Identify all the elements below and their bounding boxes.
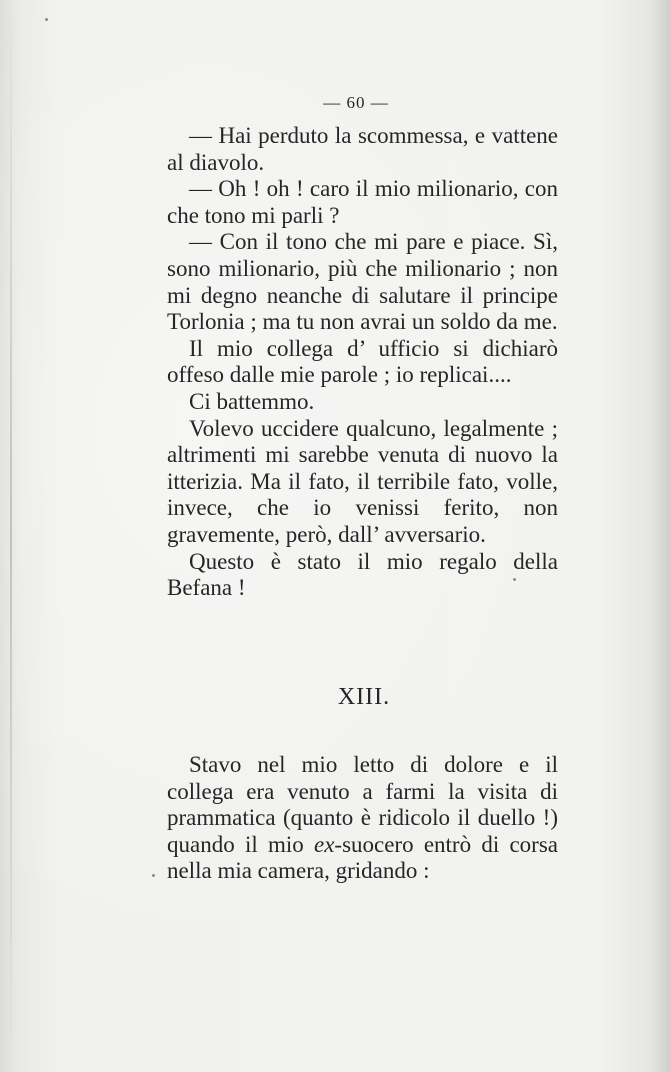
paragraph xyxy=(167,752,558,885)
page-number: — 60 — xyxy=(323,93,389,112)
paragraph-text-end: -suocero entrò di corsa nella mia camera, gridando : xyxy=(167,831,558,884)
paragraph: Il mio collega d’ ufficio si dichiarò offeso dalle mie parole ; io replicai.... xyxy=(167,335,558,388)
paragraph: — Oh ! oh ! caro il mio milionario, con che tono mi parli ? xyxy=(167,176,558,228)
paragraph: Volevo uccidere qualcuno, legalmente ; altrimenti mi sarebbe venuta di nuovo la itterizia. Ma il fato, il terribile fato, volle, invece, che io venissi ferito, non gravemente, però, dall’ avversario. xyxy=(167,415,558,547)
paragraph: — Hai perduto la scommessa, e vattene al diavolo. xyxy=(167,123,558,175)
text-block-top xyxy=(167,123,558,602)
text-block-bottom xyxy=(167,752,558,885)
paper-speck xyxy=(152,874,155,877)
italic-word: ex xyxy=(313,831,335,857)
paragraph: Questo è stato il mio regalo della Befana ! xyxy=(167,548,558,601)
paper-speck xyxy=(45,18,48,21)
paragraph: Ci battemmo. xyxy=(189,388,315,414)
paragraph: — Con il tono che mi pare e piace. Sì, sono milionario, più che milionario ; non mi degno neanche di salutare il principe Torlonia ; ma tu non avrai un soldo da me. xyxy=(167,229,558,335)
chapter-heading: XIII. xyxy=(337,684,391,710)
paragraph-text-start: Stavo nel mio letto di dolore e il collega era venuto a farmi la visita di prammatica (quanto è ridicolo il duello !) quando il mio xyxy=(167,752,558,857)
paper-speck xyxy=(513,578,516,581)
page-gutter-shadow xyxy=(10,0,12,1072)
